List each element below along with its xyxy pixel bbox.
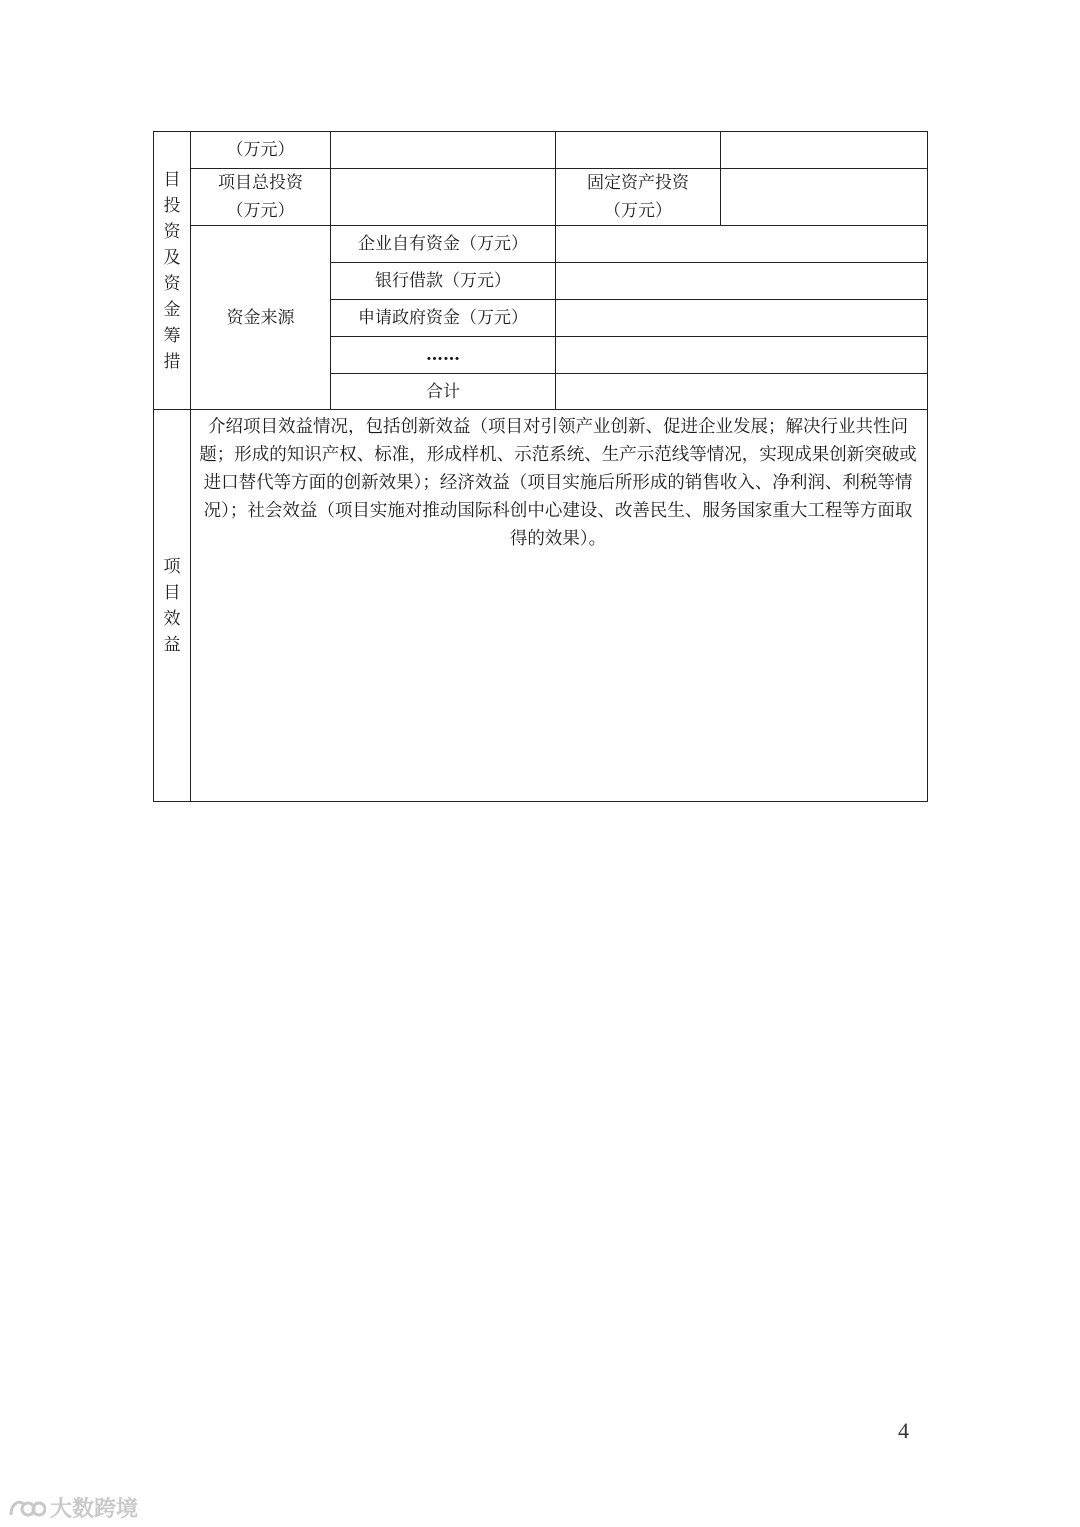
project-form-table — [153, 131, 928, 802]
funding-row-label: 企业自有资金（万元） — [331, 226, 556, 263]
page-number: 4 — [898, 1418, 909, 1443]
funding-row-value[interactable] — [556, 226, 928, 263]
unit-label-cell: （万元） — [191, 132, 331, 169]
value-cell[interactable] — [721, 132, 928, 169]
funding-source-label: 资金来源 — [191, 226, 331, 410]
value-cell[interactable] — [331, 132, 556, 169]
fixed-asset-value[interactable] — [721, 169, 928, 226]
investment-section-label: 目 投 资 及 资 金 筹 措 — [154, 132, 191, 410]
funding-row-label: 申请政府资金（万元） — [331, 300, 556, 337]
total-investment-label: 项目总投资 （万元） — [191, 169, 331, 226]
benefit-description[interactable]: 介绍项目效益情况，包括创新效益（项目对引领产业创新、促进企业发展；解决行业共性问题；形成的知识产权、标准，形成样机、示范系统、生产示范线等情况，实现成果创新突破或进口替代等方面的创新效果）；经济效益（项目实施后所形成的销售收入、净利润、利税等情况）；社会效益（项目实施对推动国际科创中心建设、改善民生、服务国家重大工程等方面取得的效果）。 — [191, 410, 928, 802]
value-cell[interactable] — [556, 132, 721, 169]
funding-total-value[interactable] — [556, 374, 928, 410]
funding-row-value[interactable] — [556, 337, 928, 374]
funding-row-label: …… — [331, 337, 556, 374]
funding-row-value[interactable] — [556, 263, 928, 300]
total-investment-value[interactable] — [331, 169, 556, 226]
watermark-logo-icon — [8, 1495, 46, 1521]
funding-row-value[interactable] — [556, 300, 928, 337]
funding-total-label: 合计 — [331, 374, 556, 410]
fixed-asset-label: 固定资产投资 （万元） — [556, 169, 721, 226]
watermark — [8, 1492, 138, 1523]
funding-row-label: 银行借款（万元） — [331, 263, 556, 300]
watermark-text: 大数跨境 — [50, 1497, 139, 1522]
benefit-section-label: 项 目 效 益 — [154, 410, 191, 802]
